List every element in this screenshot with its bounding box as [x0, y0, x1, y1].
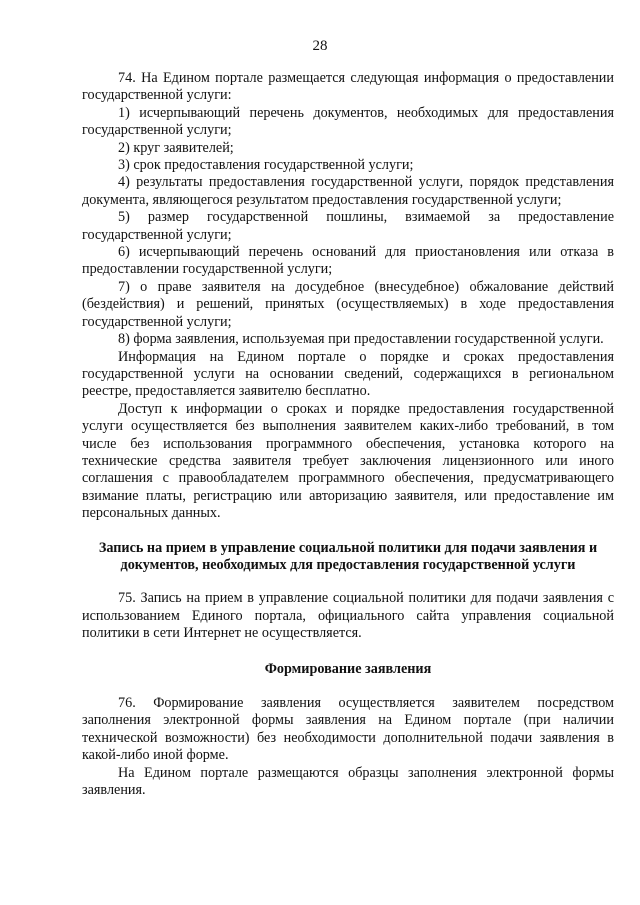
section-title-application: Формирование заявления — [264, 660, 432, 677]
list-item-6: 6) исчерпывающий перечень оснований для приостановления или отказа в предоставлении государственной услуги; — [82, 244, 614, 278]
list-item-5: 5) размер государственной пошлины, взимаемой за предоставление государственной услуги; — [82, 209, 614, 243]
paragraph-76: 76. Формирование заявления осуществляется заявителем посредством заполнения электронной формы заявления на Едином портале (при наличии технической возможности) без необходимости дополнительной подачи заявления в какой-либо иной форме. — [82, 695, 614, 764]
list-item-4: 4) результаты предоставления государственной услуги, порядок представления документа, являющегося результатом предоставления государственной услуги; — [82, 174, 614, 208]
list-item-2: 2) круг заявителей; — [118, 139, 234, 156]
paragraph-free-info: Информация на Едином портале о порядке и сроках предоставления государственной услуги на основании сведений, содержащихся в региональном реестре, предоставляется заявителю бесплатно. — [82, 348, 614, 400]
page-number: 28 — [312, 38, 328, 54]
list-item-1: 1) исчерпывающий перечень документов, необходимых для предоставления государственной услуги; — [82, 104, 614, 139]
paragraph-samples: На Едином портале размещаются образцы заполнения электронной формы заявления. — [82, 764, 614, 799]
paragraph-access-info: Доступ к информации о сроках и порядке предоставления государственной услуги осуществляется без выполнения заявителем каких-либо требований, в том числе без использования программного обеспечения, установка которого на технические средства заявителя требует заключения лицензионного или иного соглашения с правообладателем программного обеспечения, предусматривающего взимание платы, регистрацию или авторизацию заявителя, или предоставление им персональных данных. — [82, 400, 614, 522]
list-item-8: 8) форма заявления, используемая при предоставлении государственной услуги. — [118, 331, 604, 348]
section-title-appointment: Запись на прием в управление социальной политики для подачи заявления и документов, необходимых для предоставления государственной услуги — [98, 539, 598, 573]
paragraph-74-intro: 74. На Едином портале размещается следующая информация о предоставлении государственной услуги: — [82, 70, 614, 104]
page-content — [82, 70, 614, 799]
list-item-3: 3) срок предоставления государственной услуги; — [118, 157, 414, 174]
paragraph-75: 75. Запись на прием в управление социальной политики для подачи заявления с использованием Единого портала, официального сайта управления социальной политики в сети Интернет не осуществляется. — [82, 590, 614, 642]
list-item-7: 7) о праве заявителя на досудебное (внесудебное) обжалование действий (бездействия) и решений, принятых (осуществляемых) в ходе предоставления государственной услуги; — [82, 278, 614, 330]
